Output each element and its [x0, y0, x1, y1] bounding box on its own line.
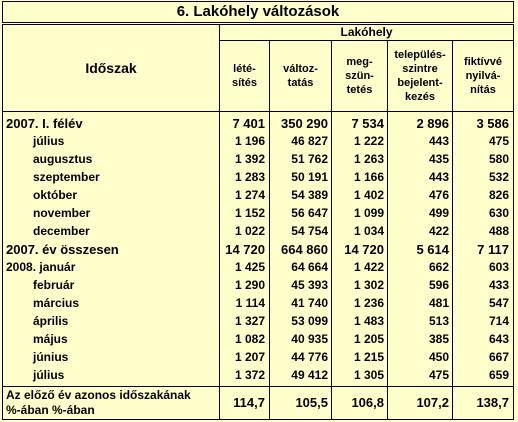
row-label: május — [33, 332, 68, 346]
table-row — [3, 296, 513, 311]
col-header-letesites: lété- sítés — [220, 41, 270, 111]
row-label: október — [33, 188, 78, 202]
cell-value: 1 082 — [234, 332, 265, 346]
row-label: 2008. január — [6, 260, 76, 274]
cell-value: 1 302 — [353, 278, 384, 292]
cell-value: 532 — [488, 170, 509, 184]
cell-value: 1 236 — [353, 296, 384, 310]
cell-value: 450 — [428, 350, 449, 364]
cell-value: 7 401 — [232, 116, 265, 131]
cell-value: 1 166 — [353, 170, 384, 184]
table-row — [3, 260, 513, 275]
cell-value: 630 — [488, 206, 509, 220]
table-row — [3, 224, 513, 239]
row-label: július — [33, 368, 65, 382]
table-header — [2, 24, 514, 112]
cell-value: 1 263 — [353, 152, 384, 166]
cell-value: 1 402 — [353, 188, 384, 202]
cell-value: 1 290 — [234, 278, 265, 292]
cell-value: 1 099 — [353, 206, 384, 220]
cell-value: 596 — [428, 278, 449, 292]
table-row — [3, 350, 513, 365]
table-title: 6. Lakóhely változások — [2, 1, 514, 23]
cell-value: 7 117 — [477, 242, 509, 257]
cell-value: 1 215 — [353, 350, 384, 364]
cell-value: 46 827 — [291, 134, 328, 148]
cell-value: 488 — [488, 224, 509, 238]
cell-value: 481 — [428, 296, 449, 310]
col-header-valtoztatas: változ- tatás — [270, 41, 332, 111]
cell-value: 513 — [428, 314, 449, 328]
table-body — [2, 112, 514, 420]
cell-value: 422 — [428, 224, 449, 238]
row-label: április — [33, 314, 69, 328]
cell-value: 643 — [488, 332, 509, 346]
cell-value: 14 720 — [225, 242, 265, 257]
cell-value: 45 393 — [291, 278, 328, 292]
footer-value: 107,2 — [416, 395, 449, 410]
table-row — [3, 134, 513, 149]
row-label: december — [33, 224, 90, 238]
col-header-fiktiv-nyilvanitas: fiktívvé nyilvá- nítás — [464, 56, 502, 96]
footer-value: 138,7 — [476, 395, 509, 410]
cell-value: 1 327 — [234, 314, 265, 328]
row-label: június — [33, 350, 69, 364]
cell-value: 51 762 — [291, 152, 328, 166]
cell-value: 350 290 — [281, 116, 328, 131]
cell-value: 54 754 — [291, 224, 328, 238]
table-row — [3, 152, 513, 167]
footer-label-line2: %-ában %-ában — [6, 403, 95, 417]
cell-value: 53 099 — [291, 314, 328, 328]
cell-value: 1 392 — [234, 152, 265, 166]
cell-value: 56 647 — [291, 206, 328, 220]
cell-value: 433 — [488, 278, 509, 292]
cell-value: 1 274 — [234, 188, 265, 202]
cell-value: 475 — [488, 134, 509, 148]
cell-value: 7 534 — [351, 116, 384, 131]
cell-value: 14 720 — [344, 242, 384, 257]
cell-value: 664 860 — [281, 242, 328, 257]
table-row — [3, 314, 513, 329]
footer-label-line1: Az előző év azonos időszakának — [6, 388, 191, 402]
cell-value: 385 — [428, 332, 449, 346]
cell-value: 1 205 — [353, 332, 384, 346]
cell-value: 443 — [428, 134, 449, 148]
cell-value: 1 034 — [353, 224, 384, 238]
cell-value: 1 196 — [234, 134, 265, 148]
cell-value: 499 — [428, 206, 449, 220]
row-label: július — [33, 134, 65, 148]
cell-value: 659 — [488, 368, 509, 382]
table-row — [3, 278, 513, 293]
cell-value: 662 — [428, 260, 449, 274]
cell-value: 476 — [428, 188, 449, 202]
table-row — [3, 242, 513, 257]
cell-value: 1 372 — [234, 368, 265, 382]
cell-value: 40 935 — [291, 332, 328, 346]
cell-value: 5 614 — [416, 242, 449, 257]
row-label: augusztus — [33, 152, 93, 166]
cell-value: 1 425 — [234, 260, 265, 274]
cell-value: 603 — [488, 260, 509, 274]
cell-value: 475 — [428, 368, 449, 382]
cell-value: 443 — [428, 170, 449, 184]
col-header-telepules-bejelentkezes: település- szintre bejelent- kezés — [388, 41, 453, 111]
table-row — [3, 170, 513, 185]
footer-values — [3, 395, 513, 410]
cell-value: 1 207 — [234, 350, 265, 364]
table-row — [3, 206, 513, 221]
cell-value: 3 586 — [476, 116, 509, 131]
cell-value: 1 114 — [235, 296, 265, 310]
cell-value: 714 — [488, 314, 509, 328]
cell-value: 41 740 — [291, 296, 328, 310]
cell-value: 435 — [428, 152, 449, 166]
col-header-megszuntetes: meg- szün- tetés — [332, 41, 388, 111]
table-row — [3, 332, 513, 347]
cell-value: 1 222 — [353, 134, 384, 148]
cell-value: 1 422 — [353, 260, 384, 274]
table-row — [3, 368, 513, 383]
cell-value: 44 776 — [291, 350, 328, 364]
footer-value: 105,5 — [295, 395, 328, 410]
row-label: szeptember — [33, 170, 100, 184]
row-label: november — [33, 206, 91, 220]
cell-value: 547 — [488, 296, 509, 310]
row-label: március — [33, 296, 80, 310]
table-row — [3, 188, 513, 203]
footer-value: 106,8 — [351, 395, 384, 410]
cell-value: 2 896 — [416, 116, 449, 131]
cell-value: 1 305 — [353, 368, 384, 382]
cell-value: 49 412 — [291, 368, 328, 382]
row-label: 2007. I. félév — [6, 116, 83, 131]
cell-value: 1 483 — [353, 314, 384, 328]
cell-value: 64 664 — [291, 260, 328, 274]
cell-value: 54 389 — [291, 188, 328, 202]
footer-divider — [3, 386, 513, 387]
residence-group-header: Lakóhely — [220, 25, 513, 41]
row-label: február — [33, 278, 75, 292]
cell-value: 826 — [488, 188, 509, 202]
cell-value: 580 — [488, 152, 509, 166]
cell-value: 1 152 — [234, 206, 265, 220]
period-header: Időszak — [3, 25, 220, 111]
table-row — [3, 116, 513, 131]
footer-value: 114,7 — [233, 395, 265, 410]
cell-value: 1 283 — [234, 170, 265, 184]
row-label: 2007. év összesen — [6, 242, 119, 257]
cell-value: 50 191 — [291, 170, 328, 184]
cell-value: 667 — [488, 350, 509, 364]
cell-value: 1 022 — [234, 224, 265, 238]
